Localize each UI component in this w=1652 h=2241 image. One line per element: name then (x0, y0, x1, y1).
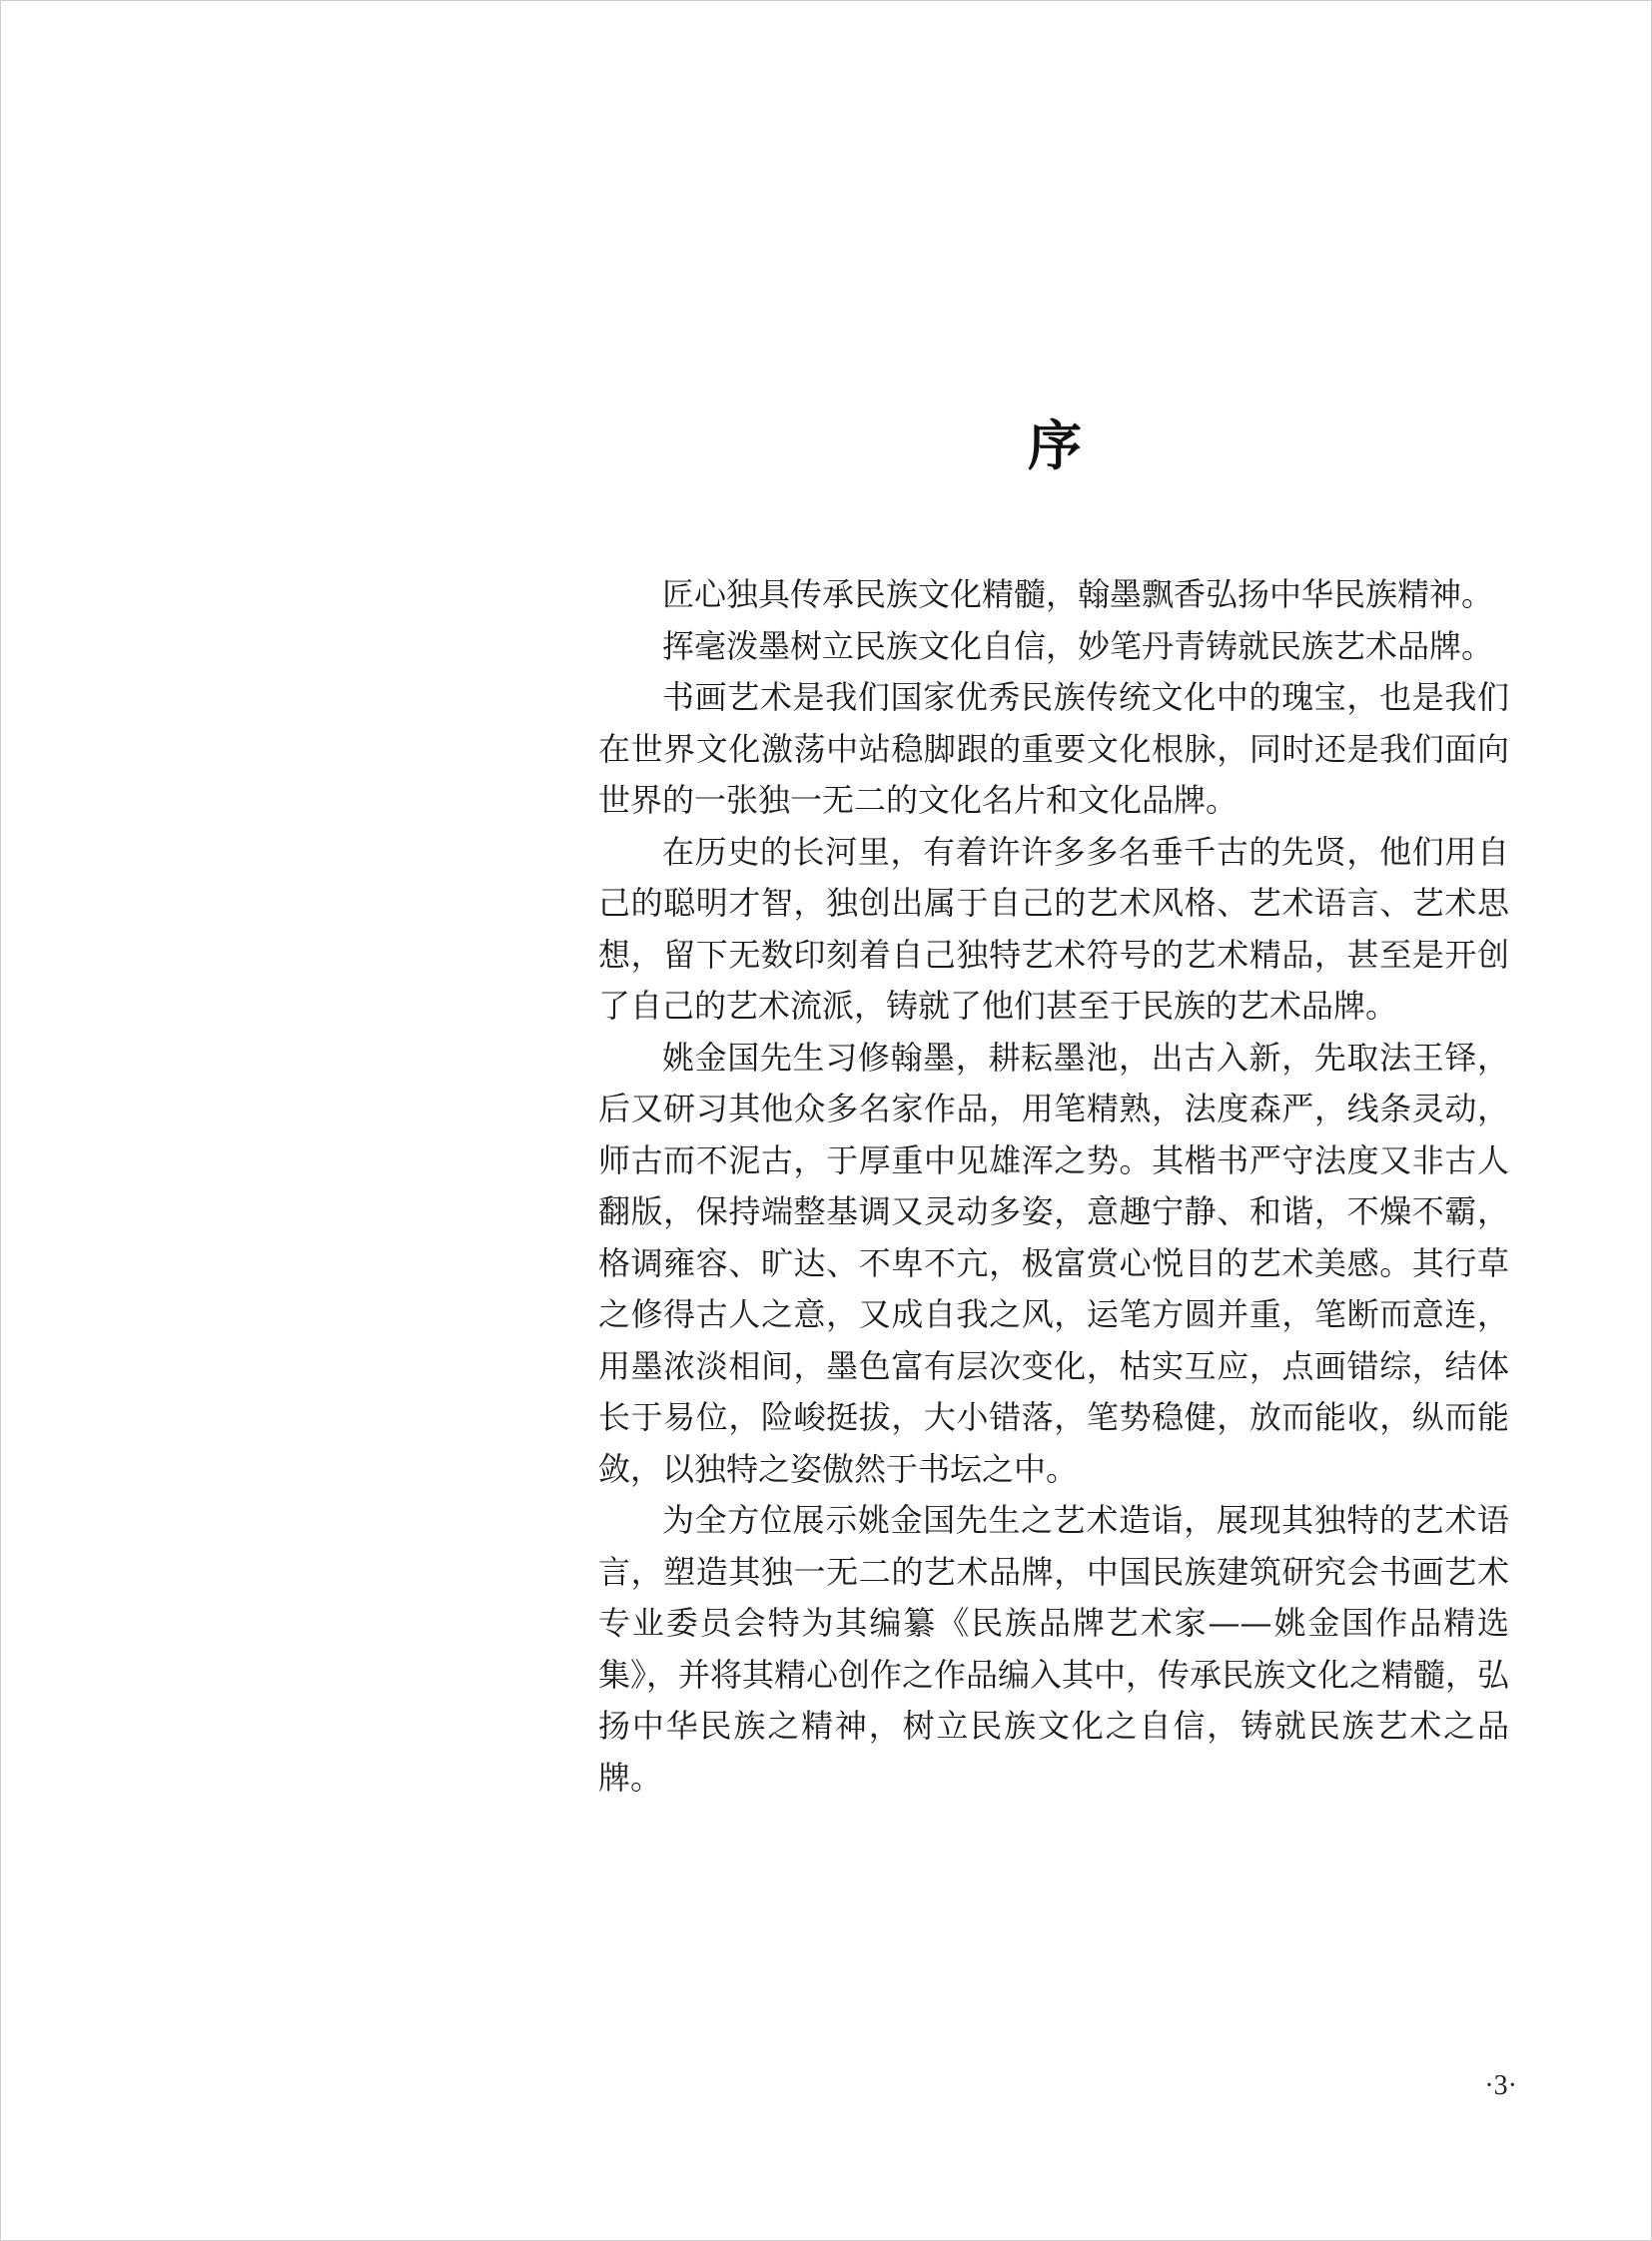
paragraph-2: 挥毫泼墨树立民族文化自信，妙笔丹青铸就民族艺术品牌。 (662, 626, 1494, 665)
paragraph-1: 匠心独具传承民族文化精髓，翰墨飘香弘扬中华民族精神。 (662, 575, 1494, 613)
paragraph-5: 姚金国先生习修翰墨，耕耘墨池，出古入新，先取法王铎，后又研习其他众多名家作品，用笔精熟，法度森严，线条灵动，师古而不泥古，于厚重中见雄浑之势。其楷书严守法度又非古人翻版，保持端整基调又灵动多姿，意趣宁静、和谐，不燥不霸，格调雍容、旷达、不卑不亢，极富赏心悦目的艺术美感。其行草之修得古人之意，又成自我之风，运笔方圆并重，笔断而意连，用墨浓淡相间，墨色富有层次变化，枯实互应，点画错综，结体长于易位，险峻挺拔，大小错落，笔势稳健，放而能收，纵而能敛，以独特之姿傲然于书坛之中。 (598, 1038, 1509, 1488)
page-title: 序 (1028, 413, 1082, 477)
preface-body (598, 569, 1509, 1804)
paragraph-3: 书画艺术是我们国家优秀民族传统文化中的瑰宝，也是我们在世界文化激荡中站稳脚跟的重要文化根脉，同时还是我们面向世界的一张独一无二的文化名片和文化品牌。 (598, 678, 1509, 819)
paragraph-4: 在历史的长河里，有着许许多多名垂千古的先贤，他们用自己的聪明才智，独创出属于自己的艺术风格、艺术语言、艺术思想，留下无数印刻着自己独特艺术符号的艺术精品，甚至是开创了自己的艺术流派，铸就了他们甚至于民族的艺术品牌。 (598, 832, 1509, 1025)
paragraph-6: 为全方位展示姚金国先生之艺术造诣，展现其独特的艺术语言，塑造其独一无二的艺术品牌，中国民族建筑研究会书画艺术专业委员会特为其编纂《民族品牌艺术家——姚金国作品精选集》，并将其精心创作之作品编入其中，传承民族文化之精髓，弘扬中华民族之精神，树立民族文化之自信，铸就民族艺术之品牌。 (598, 1501, 1510, 1797)
page-number: ·3· (1484, 2070, 1517, 2101)
